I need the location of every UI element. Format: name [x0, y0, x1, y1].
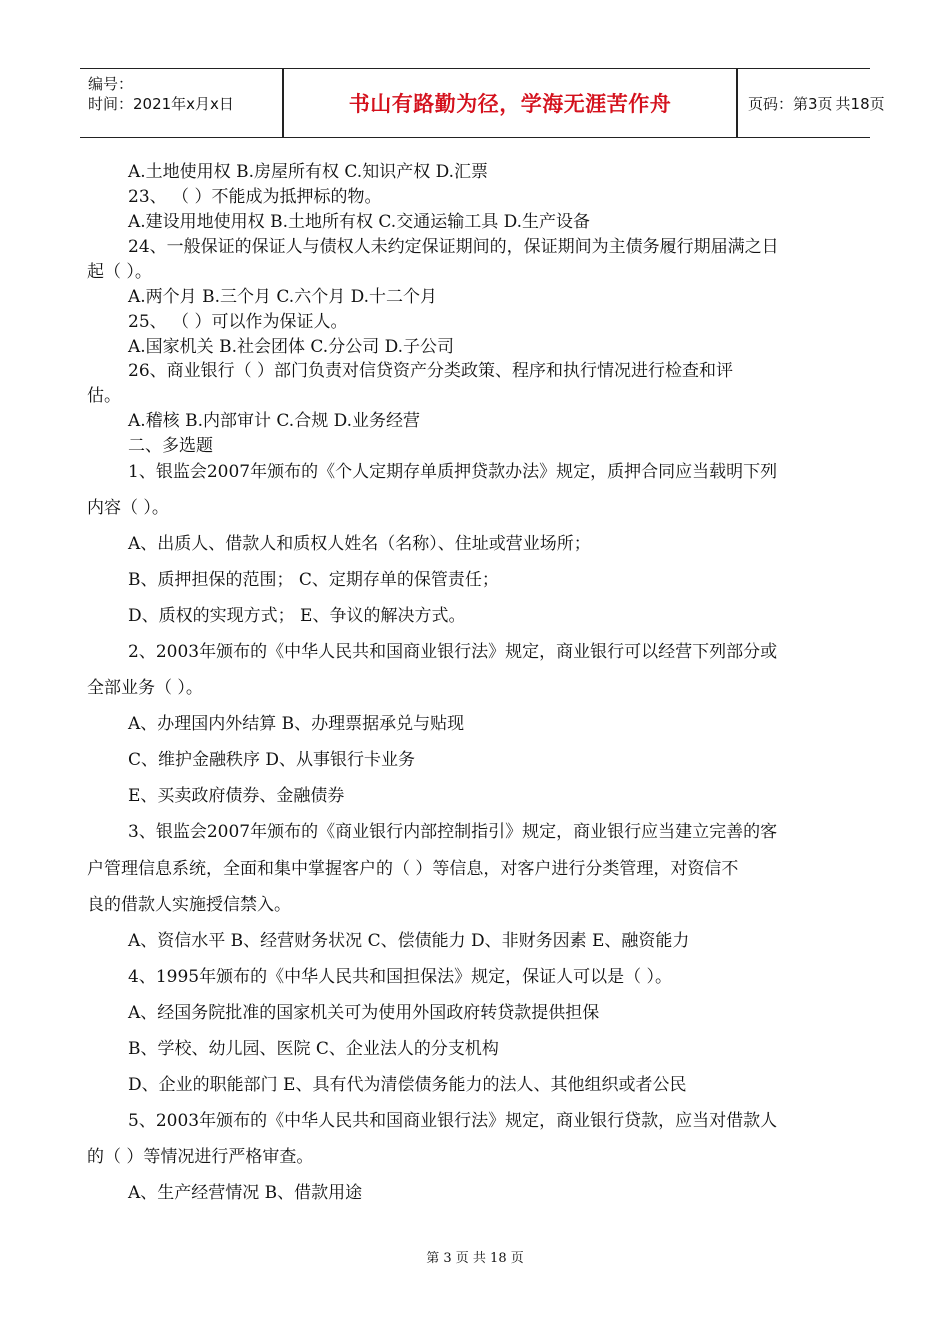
option-line: A、办理国内外结算 B、办理票据承兑与贴现 [128, 714, 465, 734]
question-line: 的（ ）等情况进行严格审查。 [87, 1147, 314, 1167]
page-footer: 第 3 页 共 18 页 [426, 1251, 524, 1266]
question-line: 26、商业银行（ ）部门负责对信贷资产分类政策、程序和执行情况进行检查和评 [128, 361, 734, 381]
question-line: 5、2003年颁布的《中华人民共和国商业银行法》规定，商业银行贷款，应当对借款人 [128, 1111, 778, 1131]
page-label: 页码：第3页 [748, 94, 833, 113]
question-line: 全部业务（ ）。 [87, 678, 203, 698]
question-line: 3、银监会2007年颁布的《商业银行内部控制指引》规定，商业银行应当建立完善的客 [128, 822, 778, 842]
document-header [80, 68, 885, 138]
question-line: 户管理信息系统，全面和集中掌握客户的（ ）等信息，对客户进行分类管理，对资信不 [87, 859, 739, 879]
question-line: 内容（ ）。 [87, 498, 169, 518]
number-label: 编号： [88, 75, 134, 93]
option-line: A、经国务院批准的国家机关可为使用外国政府转贷款提供担保 [128, 1003, 600, 1023]
header-motto: 书山有路勤为径，学海无涯苦作舟 [348, 92, 672, 116]
option-line: B、质押担保的范围； C、定期存单的保管责任； [128, 570, 499, 590]
option-line: A、出质人、借款人和质权人姓名（名称）、住址或营业场所； [128, 534, 591, 554]
option-line: A.土地使用权 B.房屋所有权 C.知识产权 D.汇票 [128, 162, 489, 182]
question-line: 起（ ）。 [87, 262, 152, 282]
header-divider [736, 69, 738, 137]
total-pages-label: 共18页 [835, 94, 885, 113]
question-line: 23、 （ ）不能成为抵押标的物。 [128, 187, 382, 207]
question-line: 4、1995年颁布的《中华人民共和国担保法》规定，保证人可以是（ ）。 [128, 967, 672, 987]
time-label: 时间：2021年x月x日 [88, 95, 234, 113]
question-line: 2、2003年颁布的《中华人民共和国商业银行法》规定，商业银行可以经营下列部分或 [128, 642, 778, 662]
question-line: 24、一般保证的保证人与债权人未约定保证期间的，保证期间为主债务履行期届满之日 [128, 237, 779, 257]
option-line: E、买卖政府债券、金融债券 [128, 786, 345, 806]
question-line: 1、银监会2007年颁布的《个人定期存单质押贷款办法》规定，质押合同应当载明下列 [128, 462, 778, 482]
option-line: A.国家机关 B.社会团体 C.分公司 D.子公司 [128, 337, 455, 357]
option-line: A、资信水平 B、经营财务状况 C、偿债能力 D、非财务因素 E、融资能力 [128, 931, 690, 951]
option-line: A、生产经营情况 B、借款用途 [128, 1183, 363, 1203]
question-line: 良的借款人实施授信禁入。 [87, 895, 291, 915]
question-line: 25、 （ ）可以作为保证人。 [128, 312, 348, 332]
option-line: C、维护金融秩序 D、从事银行卡业务 [128, 750, 416, 770]
header-page-info [740, 69, 885, 137]
option-line: A.两个月 B.三个月 C.六个月 D.十二个月 [128, 287, 438, 307]
option-line: A.建设用地使用权 B.土地所有权 C.交通运输工具 D.生产设备 [128, 212, 591, 232]
question-line: 估。 [87, 386, 121, 406]
option-line: D、质权的实现方式； E、争议的解决方式。 [128, 606, 466, 626]
option-line: A.稽核 B.内部审计 C.合规 D.业务经营 [128, 411, 421, 431]
option-line: B、学校、幼儿园、医院 C、企业法人的分支机构 [128, 1039, 499, 1059]
option-line: D、企业的职能部门 E、具有代为清偿债务能力的法人、其他组织或者公民 [128, 1075, 687, 1095]
section-heading: 二、多选题 [128, 436, 213, 456]
header-meta [80, 69, 282, 137]
